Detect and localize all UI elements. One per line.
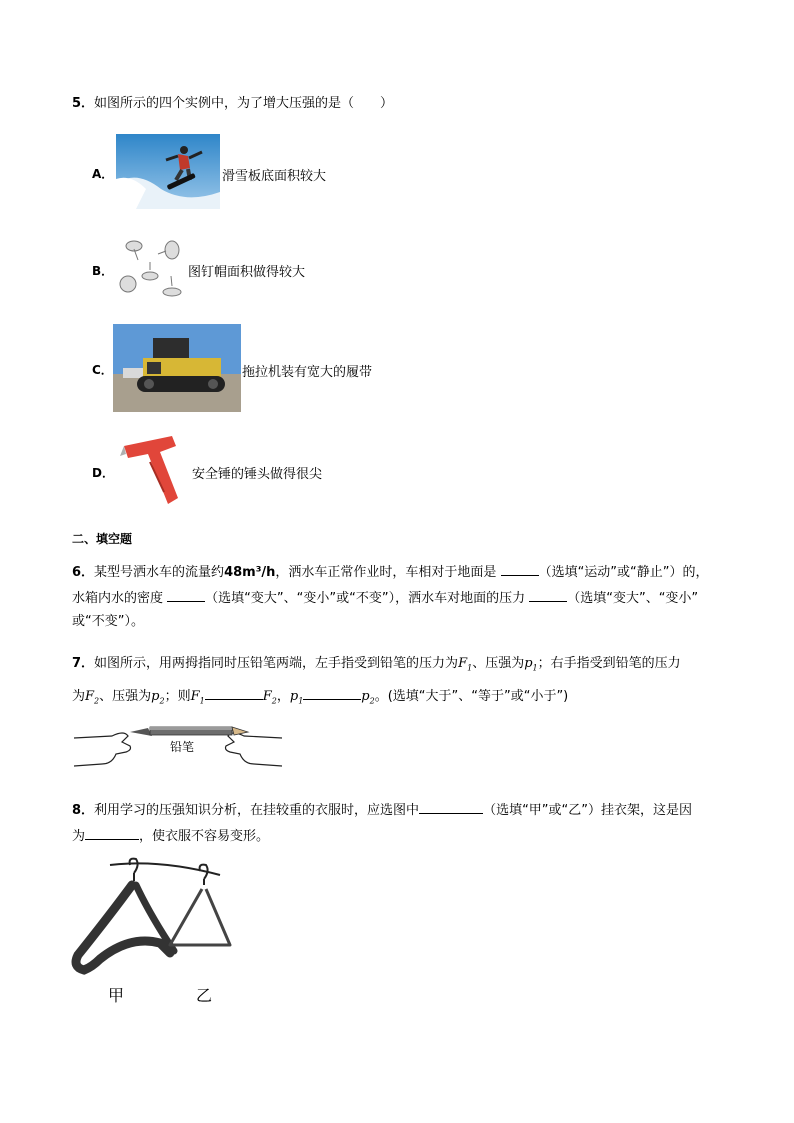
q8-blank-1[interactable] — [419, 799, 483, 814]
thumbtack-image — [116, 234, 186, 304]
q7-blank-2[interactable] — [303, 685, 361, 700]
option-b-letter: B． — [92, 264, 114, 278]
label-jia: 甲 — [108, 986, 125, 1005]
option-b-text: 图钉帽面积做得较大 — [188, 265, 306, 280]
q6-blank-3[interactable] — [529, 587, 567, 602]
q6-line1: 6．某型号洒水车的流量约48m³/h，洒水车正常作业时，车相对于地面是 （选填“运动”或“静止”）的， — [72, 561, 709, 582]
option-a-text: 滑雪板底面积较大 — [222, 169, 327, 184]
q6-flow-value: 48m³/h — [224, 565, 276, 580]
option-c-text: 拖拉机装有宽大的履带 — [242, 365, 373, 380]
q8-number: 8． — [72, 803, 95, 818]
q6-line3: 或“不变”）。 — [72, 614, 144, 629]
pencil-label: 铅笔 — [170, 740, 195, 754]
q8-line1: 8．利用学习的压强知识分析，在挂较重的衣服时，应选图中 （选填“甲”或“乙”）挂衣架，这是因 — [72, 799, 692, 820]
hanger-figure — [70, 855, 240, 1005]
tractor-image — [113, 324, 241, 412]
q6-number: 6． — [72, 565, 95, 580]
q6-blank-1[interactable] — [501, 561, 539, 576]
q5-number: 5． — [72, 96, 95, 111]
q8-line2: 为 ，使衣服不容易变形。 — [72, 825, 269, 846]
q7-blank-1[interactable] — [205, 685, 263, 700]
q7-line1: 7．如图所示，用两拇指同时压铅笔两端，左手指受到铅笔的压力为$F_1$、压强为$p_1$；右手指受到铅笔的压力 — [72, 656, 681, 673]
q6-line2: 水箱内水的密度 （选填“变大”、“变小”或“不变”），洒水车对地面的压力 （选填“变大”、“变小” — [72, 587, 698, 608]
pencil-figure — [72, 720, 284, 776]
q5-stem — [72, 95, 393, 113]
option-a-letter: A． — [92, 167, 114, 181]
q6-blank-2[interactable] — [167, 587, 205, 602]
snowboard-image — [116, 134, 220, 209]
option-d-text: 安全锤的锤头做得很尖 — [192, 467, 323, 482]
q7-number: 7． — [72, 656, 95, 671]
q8-blank-2[interactable] — [85, 825, 139, 840]
option-c-letter: C． — [92, 363, 113, 377]
q5-stem-text: 如图所示的四个实例中，为了增大压强的是（ ） — [94, 96, 394, 111]
option-d-letter: D． — [92, 466, 114, 480]
q7-line2: 为$F_2$、压强为$p_2$；则$F_1$ $F_2$，$p_1$ $p_2$。(选填“大于”、“等于”或“小于”) — [72, 685, 568, 711]
safety-hammer-image — [120, 432, 188, 508]
label-yi: 乙 — [196, 986, 213, 1005]
section-title: 二、填空题 — [72, 532, 133, 546]
